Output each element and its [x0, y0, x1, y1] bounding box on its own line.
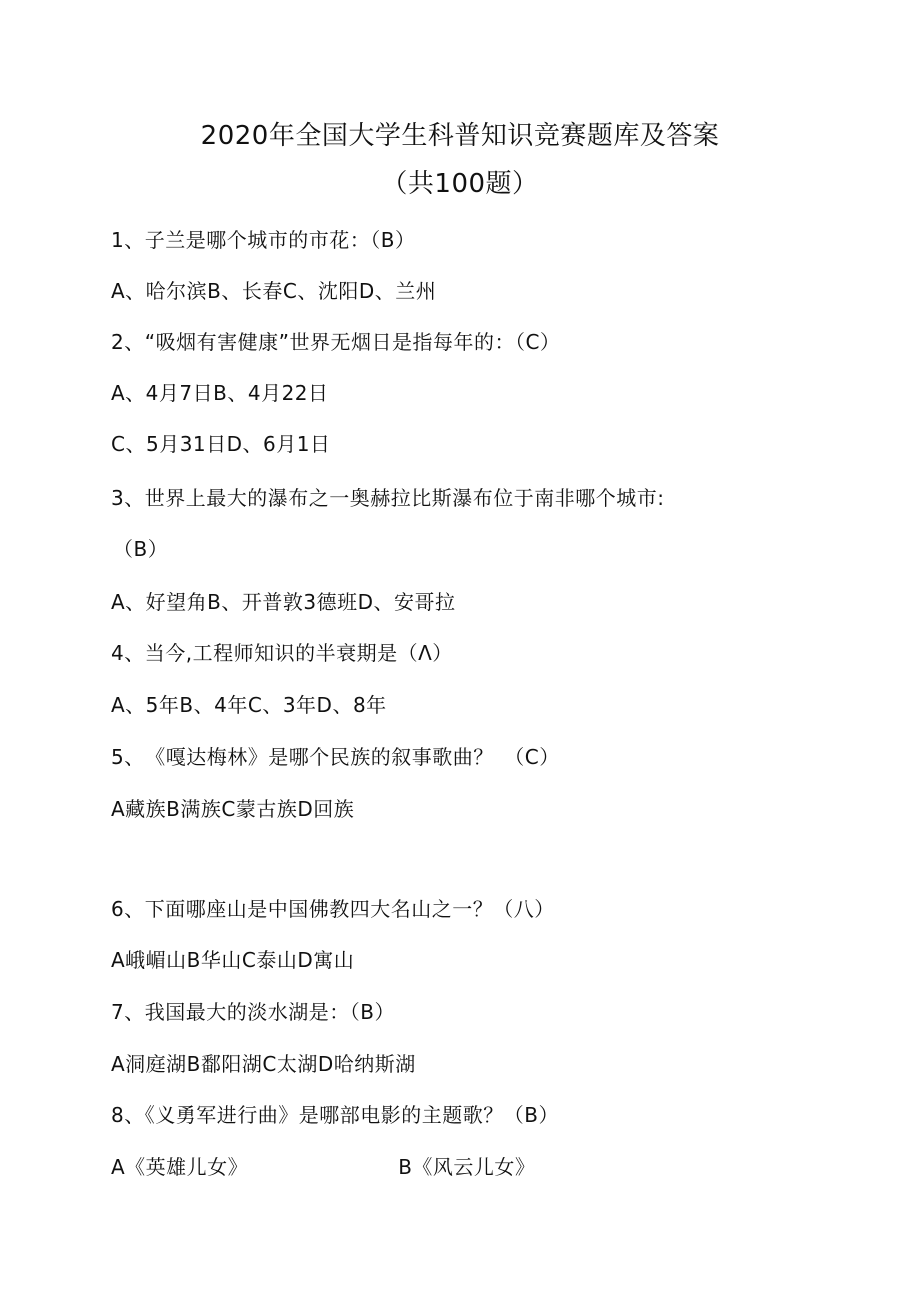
- question-6: 6、下面哪座山是中国佛教四大名山之一？（八）: [111, 897, 555, 921]
- answer-options-8: [111, 1151, 535, 1180]
- answer-options-5: A藏族B满族C蒙古族D回族: [111, 797, 355, 821]
- document-title: 2020年全国大学生科普知识竞赛题库及答案: [200, 121, 720, 151]
- option-a: A《英雄儿女》: [111, 1155, 249, 1179]
- answer-options-2b: C、5月31日D、6月1日: [111, 432, 331, 456]
- answer-options-6: A峨嵋山B华山C泰山D寓山: [111, 948, 355, 972]
- question-8: 8、《义勇军进行曲》是哪部电影的主题歌？（B）: [111, 1103, 559, 1127]
- document-subtitle: （共100题）: [381, 169, 539, 199]
- option-b: B《风云儿女》: [398, 1155, 536, 1179]
- question-5: 5、 《嘎达梅林》是哪个民族的叙事歌曲？ （C）: [111, 745, 560, 769]
- question-3-answer: （B）: [113, 537, 169, 561]
- answer-options-4: A、5年B、4年C、3年D、8年: [111, 693, 387, 717]
- question-7: 7、我国最大的淡水湖是：（B）: [111, 1000, 395, 1024]
- answer-options-7: A洞庭湖B鄱阳湖C太湖D哈纳斯湖: [111, 1052, 416, 1076]
- question-4: 4、当今,工程师知识的半衰期是（Λ）: [111, 641, 453, 665]
- question-3: 3、世界上最大的瀑布之一奥赫拉比斯瀑布位于南非哪个城市:: [111, 486, 665, 510]
- question-1: 1、子兰是哪个城市的市花：（B）: [111, 228, 416, 252]
- answer-options-1: A、哈尔滨B、长春C、沈阳D、兰州: [111, 279, 437, 303]
- answer-options-2a: A、4月7日B、4月22日: [111, 381, 329, 405]
- question-2: 2、“吸烟有害健康”世界无烟日是指每年的：（C）: [111, 330, 561, 354]
- answer-options-3: A、好望角B、开普敦3德班D、安哥拉: [111, 590, 456, 614]
